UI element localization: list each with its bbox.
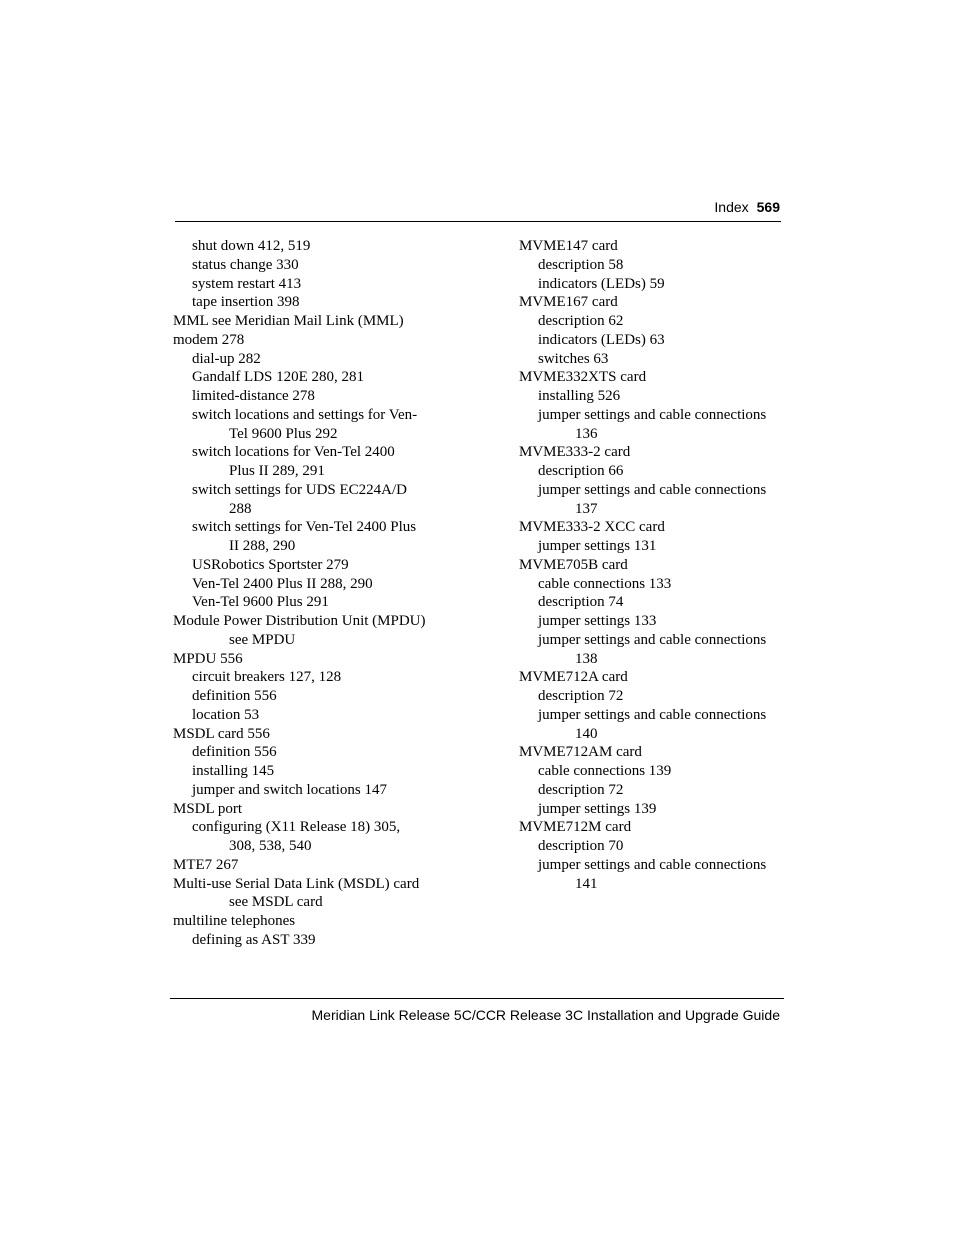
index-subentry: defining as AST 339 xyxy=(192,931,316,948)
running-footer: Meridian Link Release 5C/CCR Release 3C Installation and Upgrade Guide xyxy=(311,1007,780,1023)
index-subentry: configuring (X11 Release 18) 305, xyxy=(192,819,401,836)
index-subentry: tape insertion 398 xyxy=(192,294,300,311)
index-subentry: description 74 xyxy=(538,594,624,611)
index-subentry: jumper settings 139 xyxy=(538,800,657,817)
index-entry: multiline telephones xyxy=(173,913,296,929)
index-continuation: Plus II 289, 291 xyxy=(229,463,325,479)
section-label: Index xyxy=(714,199,749,215)
index-continuation: 141 xyxy=(575,875,598,892)
index-subentry: switch settings for Ven-Tel 2400 Plus xyxy=(192,519,417,536)
index-subentry: indicators (LEDs) 59 xyxy=(538,275,665,292)
index-subentry: Ven-Tel 9600 Plus 291 xyxy=(192,594,329,611)
index-column-left xyxy=(173,237,473,950)
index-entry: MVME332XTS card xyxy=(519,369,647,386)
index-entry: MVME147 card xyxy=(519,238,618,254)
index-subentry: switch locations for Ven-Tel 2400 xyxy=(192,444,395,461)
index-subentry: system restart 413 xyxy=(192,275,302,292)
index-subentry: location 53 xyxy=(192,706,260,723)
index-subentry: jumper settings and cable connections xyxy=(538,406,767,423)
index-subentry: limited-distance 278 xyxy=(192,388,315,404)
index-entry: modem 278 xyxy=(173,331,245,348)
index-subentry: shut down 412, 519 xyxy=(192,238,311,254)
index-entry: Multi-use Serial Data Link (MSDL) card xyxy=(173,875,420,892)
index-entry: MSDL port xyxy=(173,800,243,817)
index-subentry: jumper settings 133 xyxy=(538,613,657,629)
index-entry: MSDL card 556 xyxy=(173,725,270,742)
index-continuation: 138 xyxy=(575,650,598,667)
index-subentry: indicators (LEDs) 63 xyxy=(538,331,665,348)
index-subentry: installing 526 xyxy=(538,388,621,404)
index-subentry: Ven-Tel 2400 Plus II 288, 290 xyxy=(192,575,373,592)
index-entry: MPDU 556 xyxy=(173,650,243,667)
index-subentry: cable connections 133 xyxy=(538,575,672,592)
index-entry: MVME333-2 XCC card xyxy=(519,519,665,536)
index-entry: MVME167 card xyxy=(519,294,618,311)
index-subentry: switch settings for UDS EC224A/D xyxy=(192,481,407,498)
index-subentry: dial-up 282 xyxy=(192,350,261,367)
running-header xyxy=(714,199,780,215)
index-subentry: definition 556 xyxy=(192,688,277,704)
index-continuation: Tel 9600 Plus 292 xyxy=(229,425,338,442)
index-subentry: Gandalf LDS 120E 280, 281 xyxy=(192,369,365,386)
index-subentry: description 72 xyxy=(538,688,624,704)
index-subentry: jumper settings and cable connections xyxy=(538,631,767,648)
index-continuation: 308, 538, 540 xyxy=(229,838,312,854)
index-subentry: description 58 xyxy=(538,256,624,273)
index-entry: MVME705B card xyxy=(519,556,628,573)
index-subentry: status change 330 xyxy=(192,256,299,273)
header-rule xyxy=(175,221,781,222)
index-subentry: jumper settings and cable connections xyxy=(538,706,767,723)
index-subentry: cable connections 139 xyxy=(538,763,672,779)
index-continuation: see MSDL card xyxy=(229,894,323,911)
index-continuation: 136 xyxy=(575,425,598,442)
page-number: 569 xyxy=(756,199,780,215)
index-subentry: switches 63 xyxy=(538,350,609,367)
index-continuation: 288 xyxy=(229,500,252,517)
index-column-right xyxy=(519,237,819,893)
index-subentry: description 72 xyxy=(538,781,624,798)
index-continuation: 137 xyxy=(575,500,598,517)
index-subentry: description 70 xyxy=(538,838,624,854)
index-subentry: installing 145 xyxy=(192,763,275,779)
index-entry: MML see Meridian Mail Link (MML) xyxy=(173,313,404,329)
index-subentry: circuit breakers 127, 128 xyxy=(192,669,342,686)
index-continuation: II 288, 290 xyxy=(229,538,296,554)
index-entry: MVME712A card xyxy=(519,669,628,686)
index-entry: MTE7 267 xyxy=(173,856,239,873)
index-subentry: jumper settings 131 xyxy=(538,538,657,554)
index-entry: MVME712AM card xyxy=(519,744,642,761)
index-subentry: definition 556 xyxy=(192,744,277,761)
index-subentry: switch locations and settings for Ven- xyxy=(192,406,418,423)
footer-rule xyxy=(170,998,784,999)
index-subentry: description 62 xyxy=(538,313,624,329)
index-subentry: jumper settings and cable connections xyxy=(538,481,767,498)
index-subentry: jumper and switch locations 147 xyxy=(192,781,387,798)
index-entry: MVME333-2 card xyxy=(519,444,631,461)
index-subentry: description 66 xyxy=(538,463,624,479)
index-entry: MVME712M card xyxy=(519,819,632,836)
index-continuation: see MPDU xyxy=(229,631,296,648)
index-subentry: jumper settings and cable connections xyxy=(538,856,767,873)
index-continuation: 140 xyxy=(575,725,598,742)
index-subentry: USRobotics Sportster 279 xyxy=(192,556,349,573)
index-entry: Module Power Distribution Unit (MPDU) xyxy=(173,613,426,629)
